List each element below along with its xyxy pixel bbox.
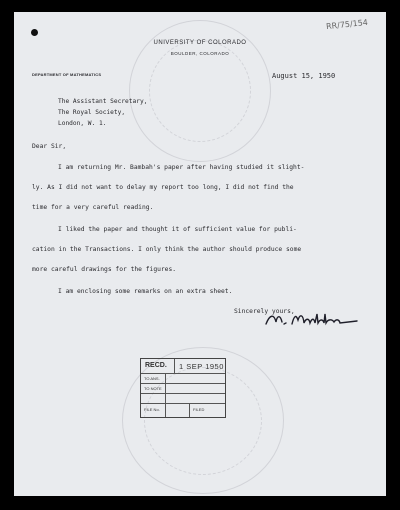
address-line: London, W. 1.: [58, 120, 107, 127]
handwritten-signature: [262, 308, 372, 334]
body-line: time for a very careful reading.: [32, 204, 154, 211]
body-line: cation in the Transactions. I only think the author should produce some: [32, 246, 302, 253]
stamp-to-ans: TO ANS.: [144, 376, 160, 381]
letterhead-department: DEPARTMENT OF MATHEMATICS: [32, 72, 102, 77]
body-line: ly. As I did not want to delay my report too long, I did not find the: [32, 184, 294, 191]
letter-date: August 15, 1950: [272, 72, 336, 80]
stamp-filed: FILED: [193, 407, 205, 412]
letter-page: [14, 12, 386, 496]
stamp-to-note: TO NOTE: [144, 386, 162, 391]
address-line: The Royal Society,: [58, 109, 126, 116]
punch-hole: [31, 29, 38, 36]
address-line: The Assistant Secretary,: [58, 98, 148, 105]
signature-drawing: [262, 308, 372, 330]
stamp-recd-label: RECD.: [145, 362, 167, 369]
body-line: I am enclosing some remarks on an extra sheet.: [58, 288, 233, 295]
closing: Sincerely yours,: [234, 308, 295, 315]
received-stamp: [140, 358, 226, 418]
stamp-file-no: FILE No.: [144, 407, 160, 412]
body-line: I liked the paper and thought it of sufficient value for publi-: [58, 226, 297, 233]
stamp-received-date: 1 SEP 1950: [179, 362, 224, 371]
letterhead-university: UNIVERSITY OF COLORADO: [153, 40, 247, 46]
body-line: I am returning Mr. Bambah's paper after having studied it slight-: [58, 164, 305, 171]
salutation: Dear Sir,: [32, 143, 67, 150]
letterhead-city: BOULDER, COLORADO: [170, 51, 230, 56]
archive-reference: RR/75/154: [325, 17, 369, 32]
body-line: more careful drawings for the figures.: [32, 266, 177, 273]
